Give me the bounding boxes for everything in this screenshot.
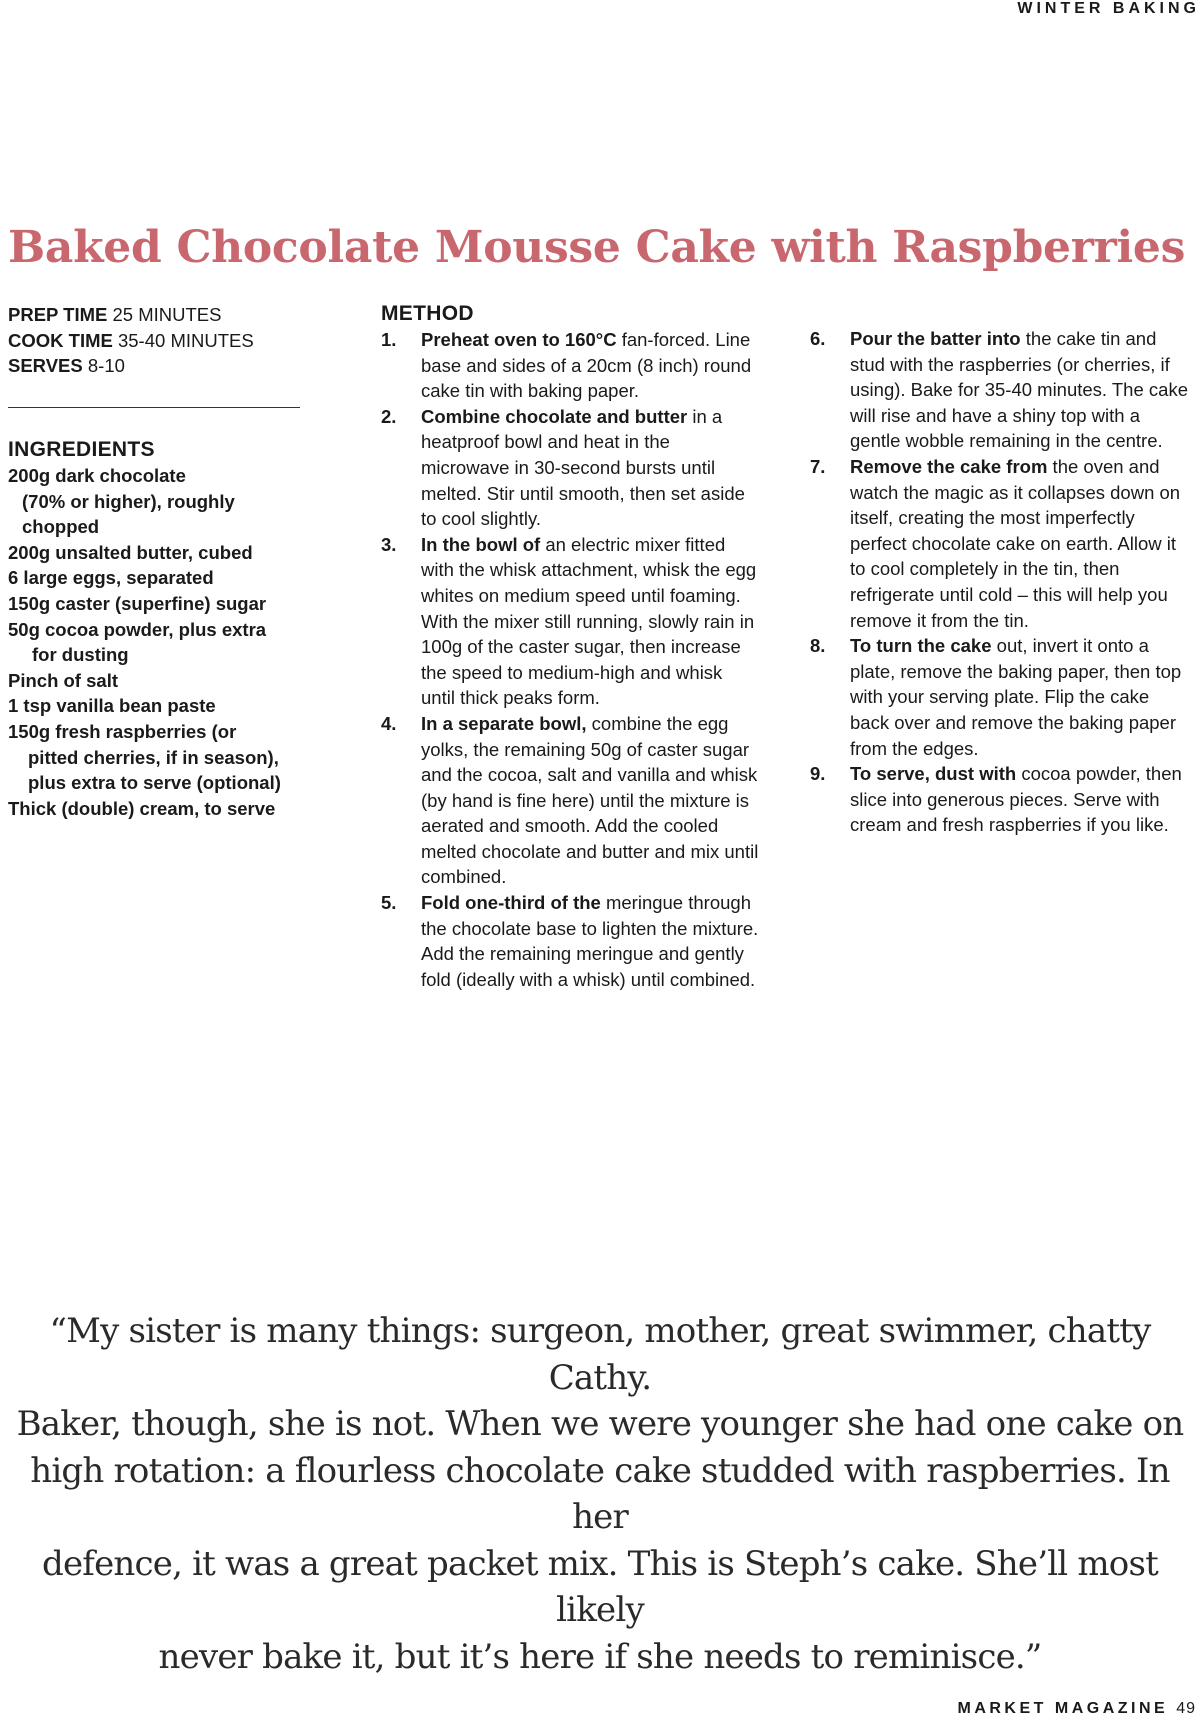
meta-value: 35-40 MINUTES [117, 329, 254, 351]
method-heading: METHOD [381, 302, 474, 325]
quote-line: Baker, though, she is not. When we were younger she had one cake on [16, 1404, 1184, 1444]
method-column-2 [810, 326, 1190, 838]
ingredient-item [8, 540, 308, 566]
step-lead: To turn the cake [850, 635, 992, 657]
step-text [421, 711, 761, 890]
meta-label: SERVES [8, 355, 83, 377]
ingredient-item [8, 693, 308, 719]
ingredient-text: 1 tsp vanilla bean paste [8, 695, 216, 717]
ingredient-text: 6 large eggs, separated [8, 567, 214, 589]
step-number: 9. [810, 763, 826, 785]
ingredient-item [8, 796, 308, 822]
step-body: an electric mixer fitted with the whisk attachment, whisk the egg whites on medium speed until foaming. With the mixer still running, slowly rain in 100g of the caster sugar, then increase the speed to medium-high and whisk until thick peaks form. [421, 533, 757, 709]
step-lead: Combine chocolate and butter [421, 405, 688, 427]
ingredient-text-cont: plus extra to serve (optional) [28, 772, 281, 794]
ingredients-heading: INGREDIENTS [8, 438, 155, 461]
pull-quote [0, 1308, 1200, 1680]
ingredient-text-cont: chopped [22, 516, 100, 538]
step-text [850, 633, 1190, 761]
step-number: 5. [381, 892, 397, 914]
step-number: 6. [810, 328, 826, 349]
method-step-2 [381, 404, 761, 532]
section-header: WINTER BAKING [1017, 0, 1200, 17]
method-steps [810, 326, 1190, 838]
step-body: in a heatproof bowl and heat in the microwave in 30-second bursts until melted. Stir until smooth, then set aside to cool slightly. [421, 405, 745, 530]
ingredients-list [8, 463, 308, 821]
prep-time [8, 302, 308, 328]
ingredient-text: Thick (double) cream, to serve [8, 797, 276, 819]
divider [8, 407, 300, 408]
step-body: the oven and watch the magic as it collapses down on itself, creating the most imperfectly perfect chocolate cake on earth. Allow it to cool completely in the tin, then refrigerate until cold – this will help you remove it from the tin. [850, 455, 1181, 631]
ingredient-text-cont: for dusting [32, 644, 129, 666]
step-body: fan-forced. Line base and sides of a 20cm (8 inch) round cake tin with baking paper. [421, 329, 752, 402]
step-lead: In a separate bowl, [421, 712, 587, 734]
step-text [850, 326, 1190, 454]
page-number: 49 [1176, 1700, 1196, 1717]
ingredient-text-cont: (70% or higher), roughly [22, 490, 235, 512]
ingredient-text-cont: pitted cherries, if in season), [28, 746, 279, 768]
ingredient-text: 50g cocoa powder, plus extra [8, 618, 267, 640]
step-body: meringue through the chocolate base to lighten the mixture. Add the remaining meringue and gently fold (ideally with a whisk) until combined. [421, 892, 759, 990]
step-lead: Fold one-third of the [421, 892, 601, 914]
ingredient-item [8, 565, 308, 591]
step-number: 1. [381, 329, 397, 350]
quote-line: “My sister is many things: surgeon, mother, great swimmer, chatty Cathy. [49, 1311, 1151, 1398]
method-step-3 [381, 532, 761, 711]
method-step-1 [381, 327, 761, 404]
step-body: out, invert it onto a plate, remove the baking paper, then top with your serving plate. Flip the cake back over and remove the baking paper from the edges. [850, 635, 1182, 759]
ingredient-text: 200g dark chocolate [8, 465, 186, 486]
serves [8, 353, 308, 379]
ingredient-text: 150g caster (superfine) sugar [8, 592, 267, 614]
step-lead: To serve, dust with [850, 763, 1017, 785]
step-lead: In the bowl of [421, 533, 541, 555]
step-number: 3. [381, 533, 397, 555]
meta-label: PREP TIME [8, 304, 108, 325]
cook-time [8, 328, 308, 354]
method-step-7 [810, 454, 1190, 633]
method-column-1 [381, 300, 761, 992]
method-step-4 [381, 711, 761, 890]
recipe-title: Baked Chocolate Mousse Cake with Raspberries [8, 222, 1186, 273]
step-lead: Pour the batter into [850, 328, 1021, 349]
ingredient-item [8, 591, 308, 617]
step-body: the cake tin and stud with the raspberries (or cherries, if using). Bake for 35-40 minutes. The cake will rise and have a shiny top with a gentle wobble remaining in the centre. [850, 328, 1188, 452]
method-steps [381, 327, 761, 992]
ingredient-item [8, 617, 308, 668]
method-step-8 [810, 633, 1190, 761]
quote-line: high rotation: a flourless chocolate cake studded with raspberries. In her [30, 1450, 1170, 1537]
step-text [850, 761, 1190, 838]
step-text [850, 454, 1190, 633]
step-number: 2. [381, 405, 397, 427]
meta-value: 8-10 [87, 355, 125, 377]
step-body: combine the egg yolks, the remaining 50g of caster sugar and the cocoa, salt and vanilla and whisk (by hand is fine here) until the mixture is aerated and smooth. Add the cooled melted chocolate and butter and mix until combined. [421, 712, 759, 888]
recipe-meta [8, 302, 308, 379]
quote-line: defence, it was a great packet mix. This is Steph’s cake. She’ll most likely [42, 1543, 1158, 1630]
step-text [421, 532, 761, 711]
step-number: 4. [381, 712, 397, 734]
step-lead: Preheat oven to 160°C [421, 329, 617, 350]
step-number: 8. [810, 635, 826, 657]
step-text [421, 890, 761, 992]
step-text [421, 404, 761, 532]
step-number: 7. [810, 455, 826, 477]
step-body: cocoa powder, then slice into generous pieces. Serve with cream and fresh raspberries if you like. [850, 763, 1182, 836]
method-step-6 [810, 326, 1190, 454]
ingredient-item [8, 463, 308, 540]
ingredients-section [8, 436, 308, 821]
ingredient-item [8, 719, 308, 796]
ingredient-item [8, 668, 308, 694]
ingredient-text: 200g unsalted butter, cubed [8, 541, 253, 563]
step-text [421, 327, 761, 404]
meta-value: 25 MINUTES [112, 304, 222, 325]
step-lead: Remove the cake from [850, 455, 1048, 477]
quote-line: never bake it, but it’s here if she needs to reminisce.” [158, 1636, 1042, 1677]
publication-name: MARKET MAGAZINE [957, 1700, 1169, 1717]
method-step-5 [381, 890, 761, 992]
ingredient-text: Pinch of salt [8, 669, 118, 691]
method-step-9 [810, 761, 1190, 838]
ingredient-text: 150g fresh raspberries (or [8, 720, 237, 742]
meta-label: COOK TIME [8, 329, 113, 351]
page-footer [957, 1700, 1196, 1718]
